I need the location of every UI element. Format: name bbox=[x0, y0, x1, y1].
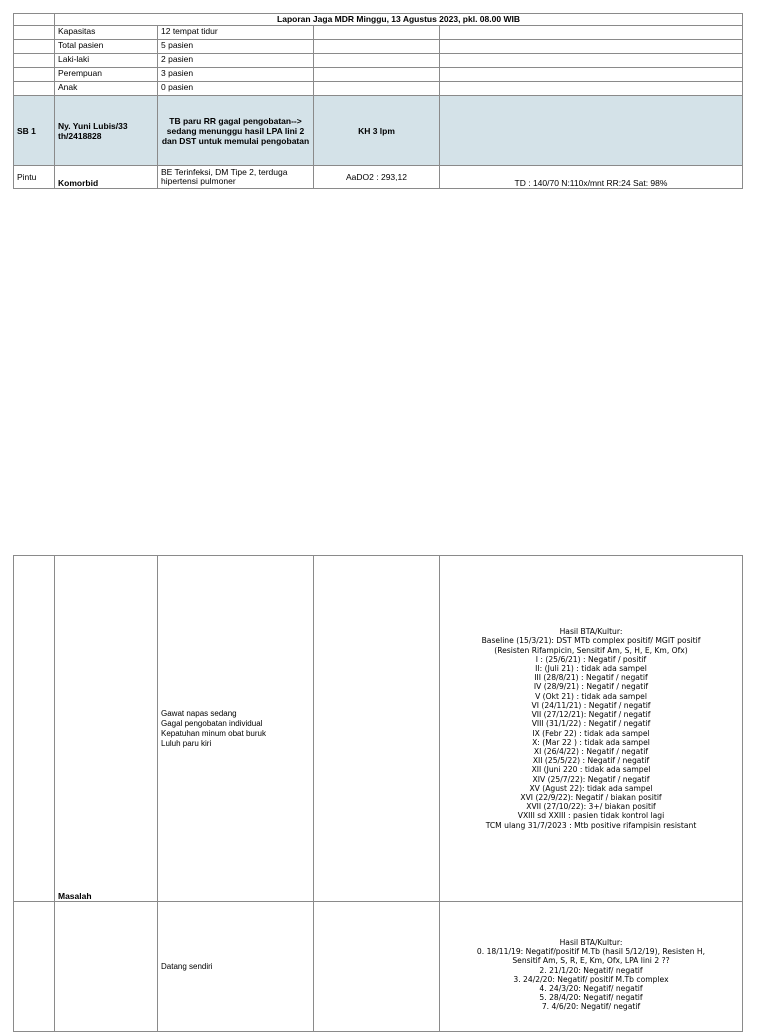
summary-row bbox=[14, 82, 743, 96]
result-line: V (Okt 21) : tidak ada sampel bbox=[535, 691, 647, 701]
summary-row bbox=[14, 68, 743, 82]
result-line: Baseline (15/3/21): DST MTb complex positif/ MGIT positif bbox=[481, 636, 701, 646]
result-line: 7. 4/6/20: Negatif/ negatif bbox=[541, 1002, 641, 1012]
result-line: TCM ulang 31/7/2023 : Mtb positive rifampisin resistant bbox=[485, 820, 697, 830]
aado2-value: AaDO2 : 293,12 bbox=[314, 166, 440, 189]
result-line: XII (Juni 220 : tidak ada sampel bbox=[531, 765, 651, 775]
summary-value: 0 pasien bbox=[158, 82, 314, 96]
result-line: Hasil BTA/Kultur: bbox=[559, 938, 623, 947]
summary-row bbox=[14, 40, 743, 54]
next-row bbox=[14, 902, 743, 1032]
result-line: III (28/8/21) : Negatif / negatif bbox=[534, 673, 648, 683]
result-line: XIV (25/7/22): Negatif / negatif bbox=[532, 774, 650, 784]
problem-item: Luluh paru kiri bbox=[161, 738, 212, 748]
patient-name: Ny. Yuni Lubis/33 th/2418828 bbox=[55, 96, 158, 166]
report-title: Laporan Jaga MDR Minggu, 13 Agustus 2023, pkl. 08.00 WIB bbox=[55, 14, 743, 26]
result-line: Hasil BTA/Kultur: bbox=[559, 627, 623, 637]
problem-item: Gawat napas sedang bbox=[161, 708, 237, 718]
summary-row bbox=[14, 54, 743, 68]
summary-label: Total pasien bbox=[55, 40, 158, 54]
patient-diagnosis: TB paru RR gagal pengobatan--> sedang menunggu hasil LPA lini 2 dan DST untuk memulai pengobatan bbox=[158, 96, 314, 166]
comorbid-label: Komorbid bbox=[55, 166, 158, 189]
result-line: XI (26/4/22) : Negatif / negatif bbox=[533, 746, 649, 756]
problem-item: Kepatuhan minum obat buruk bbox=[161, 728, 266, 738]
result-line: Sensitif Am, S, R, E, Km, Ofx, LPA lini 2 ?? bbox=[512, 956, 670, 966]
result-line: X: (Mar 22 ) : tidak ada sampel bbox=[532, 737, 650, 747]
summary-row bbox=[14, 26, 743, 40]
result-line: XVII (27/10/22): 3+/ biakan positif bbox=[526, 802, 656, 812]
summary-value: 12 tempat tidur bbox=[158, 26, 314, 40]
patient-detail-table bbox=[13, 555, 743, 1032]
summary-value: 5 pasien bbox=[158, 40, 314, 54]
problem-item: Gagal pengobatan individual bbox=[161, 718, 263, 728]
result-line: II: (Juli 21) : tidak ada sampel bbox=[535, 664, 647, 674]
corner-cell bbox=[14, 14, 55, 26]
masalah-row bbox=[14, 556, 743, 902]
vital-signs: TD : 140/70 N:110x/mnt RR:24 Sat: 98% bbox=[440, 166, 743, 189]
pintu-label: Pintu bbox=[14, 166, 55, 189]
problem-list bbox=[158, 556, 314, 902]
summary-value: 3 pasien bbox=[158, 68, 314, 82]
result-line: XII (25/5/22) : Negatif / negatif bbox=[532, 756, 650, 766]
comorbid-value: BE Terinfeksi, DM Tipe 2, terduga hipertensi pulmoner bbox=[158, 166, 314, 189]
result-line: IX (Febr 22) : tidak ada sampel bbox=[532, 728, 650, 738]
result-line: VII (27/12/21): Negatif / negatif bbox=[531, 710, 651, 720]
result-line: VXIII sd XXIII : pasien tidak kontrol lagi bbox=[517, 811, 665, 821]
summary-value: 2 pasien bbox=[158, 54, 314, 68]
result-line: XV (Agust 22): tidak ada sampel bbox=[529, 783, 653, 793]
oxygen-therapy: KH 3 lpm bbox=[314, 96, 440, 166]
result-line: (Resisten Rifampicin, Sensitif Am, S, H, E, Km, Ofx) bbox=[494, 645, 688, 655]
result-line: 0. 18/11/19: Negatif/positif M.Tb (hasil 5/12/19), Resisten H, bbox=[476, 947, 706, 957]
bed-number: SB 1 bbox=[14, 96, 55, 166]
result-line: 2. 21/1/20: Negatif/ negatif bbox=[539, 965, 643, 975]
summary-label: Laki-laki bbox=[55, 54, 158, 68]
pintu-row bbox=[14, 166, 743, 189]
result-line: IV (28/9/21) : Negatif / negatif bbox=[533, 682, 649, 692]
result-line: 4. 24/3/20: Negatif/ negatif bbox=[539, 984, 643, 994]
result-line: I : (25/6/21) : Negatif / positif bbox=[535, 654, 647, 664]
patient-row bbox=[14, 96, 743, 166]
result-line: 5. 28/4/20: Negatif/ negatif bbox=[539, 993, 643, 1003]
report-summary-table bbox=[13, 13, 743, 189]
summary-label: Perempuan bbox=[55, 68, 158, 82]
arrival-note bbox=[158, 902, 314, 1032]
result-line: VI (24/11/21) : Negatif / negatif bbox=[531, 700, 651, 710]
culture-results bbox=[440, 556, 743, 902]
arrival-note-text: Datang sendiri bbox=[161, 961, 213, 971]
result-line: 3. 24/2/20: Negatif/ positif M.Tb complex bbox=[513, 974, 669, 984]
summary-label: Kapasitas bbox=[55, 26, 158, 40]
masalah-label: Masalah bbox=[55, 556, 158, 902]
culture-results-2 bbox=[440, 902, 743, 1032]
result-line: XVI (22/9/22): Negatif / biakan positif bbox=[520, 792, 662, 802]
summary-label: Anak bbox=[55, 82, 158, 96]
result-line: VIII (31/1/22) : Negatif / negatif bbox=[531, 719, 651, 729]
